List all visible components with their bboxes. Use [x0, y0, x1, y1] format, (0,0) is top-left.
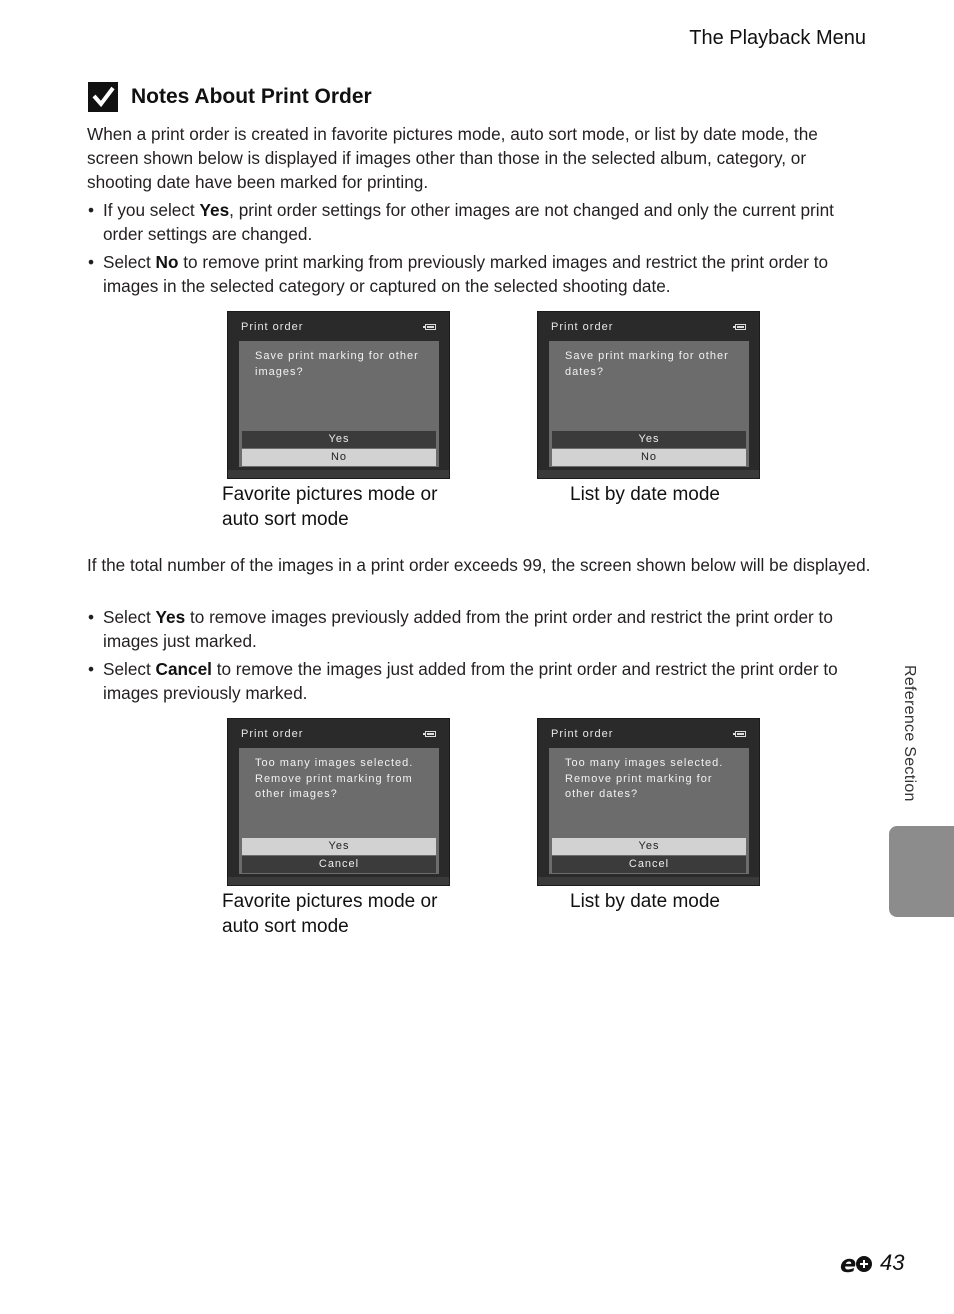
- option-no: No: [552, 449, 746, 466]
- bullet-cancel: • Select Cancel to remove the images just added from the print order and restrict the print order to images previously marked.: [88, 659, 838, 703]
- dialog-panel: [239, 341, 439, 467]
- camera-screen-favorite-overflow: [227, 718, 450, 886]
- camera-screen-favorite: [227, 311, 450, 479]
- screen-caption: Favorite pictures mode or auto sort mode: [222, 484, 438, 530]
- page-number: [840, 1250, 904, 1276]
- dialog-panel: [239, 748, 439, 874]
- battery-icon: [425, 731, 436, 737]
- screen-title: Print order: [551, 728, 614, 740]
- bullet-no: • Select No to remove print marking from previously marked images and restrict the print order to images in the selected category or captured on the selected shooting date.: [88, 252, 829, 296]
- dialog-message: Save print marking for other images?: [255, 350, 419, 378]
- svg-text:e: e: [840, 1250, 857, 1276]
- dialog-message: Save print marking for other dates?: [565, 350, 729, 378]
- dialog-message: Too many images selected. Remove print marking for other dates?: [565, 757, 724, 800]
- dialog-panel: [549, 748, 749, 874]
- dialog-panel: [549, 341, 749, 467]
- option-cancel: Cancel: [552, 856, 746, 873]
- battery-icon: [735, 731, 746, 737]
- running-header: The Playback Menu: [689, 27, 866, 49]
- screen-caption: List by date mode: [570, 484, 720, 505]
- note-heading: [88, 82, 372, 112]
- option-yes: Yes: [552, 838, 746, 855]
- check-mark-icon: [88, 82, 118, 112]
- bullet-yes-overflow: • Select Yes to remove images previously added from the print order and restrict the print order to images just marked.: [88, 607, 833, 651]
- section-tab: [889, 826, 954, 917]
- option-yes: Yes: [242, 431, 436, 448]
- intro-paragraph: When a print order is created in favorite pictures mode, auto sort mode, or list by date mode, the screen shown below is displayed if images other than those in the selected album, category, or shooting date have been marked for printing.: [87, 124, 818, 192]
- battery-icon: [425, 324, 436, 330]
- option-cancel: Cancel: [242, 856, 436, 873]
- page-number-text: 43: [880, 1250, 905, 1275]
- option-yes: Yes: [552, 431, 746, 448]
- camera-screen-date-overflow: [537, 718, 760, 886]
- bullet-yes: • If you select Yes, print order settings for other images are not changed and only the current print order settings are changed.: [88, 200, 834, 244]
- section-side-label: Reference Section: [901, 665, 918, 802]
- overflow-paragraph: If the total number of the images in a print order exceeds 99, the screen shown below will be displayed.: [87, 555, 871, 575]
- screen-title: Print order: [241, 321, 304, 333]
- screen-caption: List by date mode: [570, 891, 720, 912]
- dialog-message: Too many images selected. Remove print marking from other images?: [255, 757, 414, 800]
- battery-icon: [735, 324, 746, 330]
- screen-title: Print order: [551, 321, 614, 333]
- option-no: No: [242, 449, 436, 466]
- screen-title: Print order: [241, 728, 304, 740]
- camera-screen-date: [537, 311, 760, 479]
- e-reference-icon: [840, 1250, 880, 1276]
- screen-caption: Favorite pictures mode or auto sort mode: [222, 891, 438, 937]
- option-yes: Yes: [242, 838, 436, 855]
- note-title: Notes About Print Order: [131, 85, 372, 108]
